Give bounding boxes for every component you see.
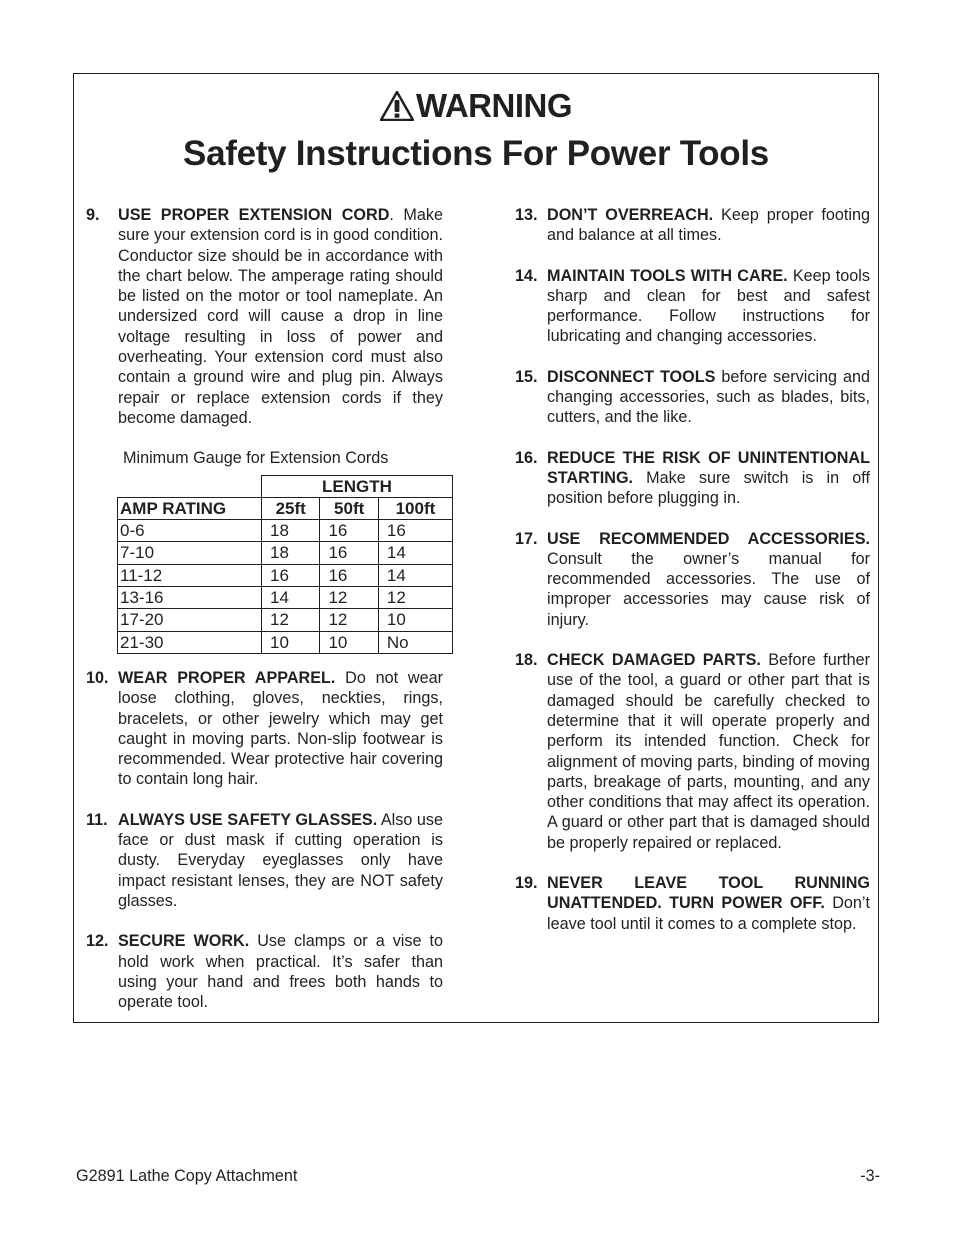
table-row — [118, 542, 453, 564]
warning-triangle-icon — [380, 91, 414, 121]
amp-rating-header: AMP RATING — [118, 497, 262, 519]
item-number: 19. — [515, 874, 538, 893]
table-row — [118, 609, 453, 631]
item-body: Also use face or dust mask if cutting operation is dusty. Everyday eyeglasses only have impact resistant lenses, they are NOT safety glasses. — [118, 810, 443, 910]
gauge-cell: 12 — [320, 587, 378, 609]
instruction-item — [515, 205, 870, 246]
item-heading: USE PROPER EXTENSION CORD — [118, 206, 390, 224]
item-body: Don’t leave tool until it comes to a complete stop. — [547, 894, 870, 933]
item-number: 17. — [515, 529, 538, 548]
amp-cell: 11-12 — [118, 564, 262, 586]
table-row — [118, 631, 453, 653]
table-corner-cell — [118, 475, 262, 497]
item-body: . Make sure your extension cord is in good condition. Conductor size should be in accordance with the chart below. The amperage rating should be listed on the motor or tool nameplate. An undersized cord will cause a drop in line voltage resulting in loss of power and overheating. Your extension cord must also contain a ground wire and plug pin. Always repair or replace extension cords if they become damaged. — [118, 206, 443, 427]
item-body: Use clamps or a vise to hold work when practical. It’s safer than using your hand and frees both hands to operate tool. — [118, 932, 443, 1012]
item-number: 12. — [86, 932, 109, 951]
table-row — [118, 564, 453, 586]
item-heading: CHECK DAMAGED PARTS. — [547, 651, 761, 670]
gauge-cell: 14 — [262, 587, 320, 609]
item-body: before servicing and changing accessories, such as blades, bits, cutters, and the like. — [547, 367, 870, 427]
table-header-row — [118, 497, 453, 519]
instruction-item — [86, 205, 443, 428]
table-row — [118, 520, 453, 542]
item-body: Consult the owner’s manual for recommended accessories. The use of improper accessories may cause risk of injury. — [547, 549, 870, 629]
item-number: 11. — [86, 810, 108, 829]
item-heading: USE RECOMMENDED ACCESSORIES. — [547, 529, 870, 548]
instruction-item — [86, 668, 443, 790]
instruction-item — [515, 448, 870, 509]
item-heading: WEAR PROPER APPAREL. — [118, 668, 336, 687]
right-column — [515, 205, 870, 954]
instruction-item — [86, 931, 443, 1012]
gauge-cell: 10 — [378, 609, 452, 631]
amp-cell: 17-20 — [118, 609, 262, 631]
table-group-header-row — [118, 475, 453, 497]
length-header-25ft: 25ft — [262, 497, 320, 519]
length-group-header: LENGTH — [262, 475, 453, 497]
footer-document-title: G2891 Lathe Copy Attachment — [76, 1167, 298, 1185]
table-caption: Minimum Gauge for Extension Cords — [123, 449, 389, 468]
instruction-item — [515, 529, 870, 630]
gauge-cell: 16 — [320, 564, 378, 586]
item-heading: MAINTAIN TOOLS WITH CARE. — [547, 266, 788, 285]
item-number: 18. — [515, 651, 538, 670]
gauge-cell: 18 — [262, 542, 320, 564]
warning-label: WARNING — [416, 87, 572, 124]
item-heading: REDUCE THE RISK OF UNINTENTIONAL STARTING. — [547, 448, 870, 487]
item-body: Make sure switch is in off position before plugging in. — [547, 468, 870, 508]
gauge-cell: 16 — [320, 520, 378, 542]
instruction-item — [86, 810, 443, 911]
page-title: Safety Instructions For Power Tools — [183, 134, 769, 173]
item-number: 14. — [515, 266, 538, 285]
gauge-cell: 18 — [262, 520, 320, 542]
instruction-item — [515, 367, 870, 428]
item-heading: NEVER LEAVE TOOL RUNNING UNATTENDED. TURN POWER OFF. — [547, 874, 870, 913]
gauge-cell: 12 — [378, 587, 452, 609]
amp-cell: 13-16 — [118, 587, 262, 609]
item-heading: ALWAYS USE SAFETY GLASSES. — [118, 810, 378, 829]
gauge-cell: 16 — [378, 520, 452, 542]
length-header-100ft: 100ft — [378, 497, 452, 519]
item-number: 9. — [86, 206, 100, 224]
warning-box — [73, 73, 879, 1023]
warning-heading — [74, 86, 878, 126]
instruction-item — [515, 650, 870, 853]
item-body: Do not wear loose clothing, gloves, neckties, rings, bracelets, or other jewelry which may get caught in moving parts. Non-slip footwear is recommended. Wear protective hair covering to contain long hair. — [118, 668, 443, 789]
item-number: 16. — [515, 448, 538, 467]
gauge-cell: 16 — [320, 542, 378, 564]
item-number: 10. — [86, 668, 109, 687]
footer-page-number: -3- — [860, 1167, 880, 1185]
gauge-cell: 10 — [320, 631, 378, 653]
table-row — [118, 587, 453, 609]
item-number: 13. — [515, 206, 538, 224]
amp-cell: 0-6 — [118, 520, 262, 542]
item-heading: DISCONNECT TOOLS — [547, 367, 716, 386]
item-heading: SECURE WORK. — [118, 932, 250, 951]
gauge-cell: 14 — [378, 542, 452, 564]
instruction-item — [515, 873, 870, 934]
instruction-item — [515, 266, 870, 347]
left-column — [86, 205, 443, 1032]
extension-cord-gauge-table — [117, 475, 453, 654]
item-body: Keep tools sharp and clean for best and safest performance. Follow instructions for lubricating and changing accessories. — [547, 266, 870, 346]
amp-cell: 7-10 — [118, 542, 262, 564]
gauge-cell: 12 — [262, 609, 320, 631]
length-header-50ft: 50ft — [320, 497, 378, 519]
item-body: Keep proper footing and balance at all times. — [547, 206, 870, 245]
amp-cell: 21-30 — [118, 631, 262, 653]
gauge-cell: 14 — [378, 564, 452, 586]
gauge-cell: 16 — [262, 564, 320, 586]
item-heading: DON’T OVERREACH. — [547, 206, 714, 224]
gauge-cell: 12 — [320, 609, 378, 631]
item-body: Before further use of the tool, a guard or other part that is damaged should be carefully checked to determine that it will operate properly and perform its intended function. Check for alignment of moving parts, binding of moving parts, breakage of parts, mounting, and any other conditions that may affect its operation. A guard or other part that is damaged should be properly repaired or replaced. — [547, 651, 870, 852]
gauge-cell: 10 — [262, 631, 320, 653]
gauge-cell: No — [378, 631, 452, 653]
item-number: 15. — [515, 367, 538, 386]
